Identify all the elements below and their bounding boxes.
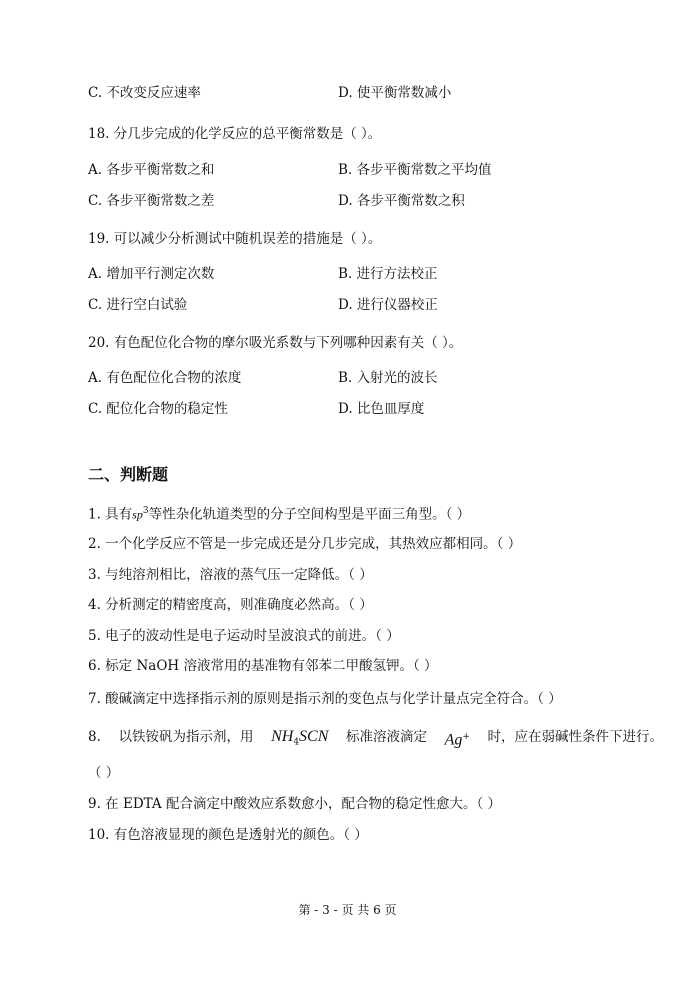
option-b: B. 进行方法校正 xyxy=(338,266,438,282)
subscript: 4 xyxy=(293,737,300,748)
option-c: C. 进行空白试验 xyxy=(88,297,188,313)
q8-text-a: 以铁铵矾为指示剂，用 xyxy=(118,729,254,745)
tf-question-1-suffix: 等性杂化轨道类型的分子空间构型是平面三角型。（ ） xyxy=(148,506,471,523)
q8-text-b: 标准溶液滴定 xyxy=(345,729,427,745)
tf-question-9: 9. 在 EDTA 配合滴定中酸效应系数愈小，配合物的稳定性愈大。（ ） xyxy=(88,796,501,812)
formula-ag-symbol: Ag xyxy=(444,731,463,749)
question-19-stem: 19. 可以减少分析测试中随机误差的措施是（ ）。 xyxy=(88,231,382,247)
question-18-stem: 18. 分几步完成的化学反应的总平衡常数是（ ）。 xyxy=(88,126,382,142)
option-a: A. 有色配位化合物的浓度 xyxy=(88,370,242,386)
section-title: 二、判断题 xyxy=(88,465,169,484)
option-d: D. 比色皿厚度 xyxy=(338,401,425,417)
page-footer: 第 - 3 - 页 共 6 页 xyxy=(298,903,397,917)
formula-nh4scn xyxy=(271,728,328,752)
tf-question-4: 4. 分析测定的精密度高，则准确度必然高。（ ） xyxy=(88,597,373,613)
option-b: B. 各步平衡常数之平均值 xyxy=(338,162,492,178)
sp-symbol: sp xyxy=(132,507,143,522)
tf-question-10: 10. 有色溶液显现的颜色是透射光的颜色。（ ） xyxy=(88,827,368,843)
tf-question-1-prefix: 1. 具有 xyxy=(88,506,133,523)
option-c: C. 配位化合物的稳定性 xyxy=(88,401,228,417)
formula-scn: SCN xyxy=(299,728,329,745)
formula-ag xyxy=(445,728,470,752)
option-b: B. 入射光的波长 xyxy=(338,370,438,386)
tf-question-8-paren: （ ） xyxy=(88,765,120,781)
tf-question-3: 3. 与纯溶剂相比，溶液的蒸气压一定降低。（ ） xyxy=(88,567,373,583)
option-d: D. 各步平衡常数之积 xyxy=(338,193,465,209)
superscript: 3 xyxy=(142,506,149,516)
tf-question-6: 6. 标定 NaOH 溶液常用的基准物有邻苯二甲酸氢钾。（ ） xyxy=(88,658,438,674)
option-a: A. 各步平衡常数之和 xyxy=(88,162,215,178)
tf-question-5: 5. 电子的波动性是电子运动时呈波浪式的前进。（ ） xyxy=(88,628,400,644)
superscript: + xyxy=(462,732,470,742)
option-d: D. 进行仪器校正 xyxy=(338,297,438,313)
q8-number: 8. xyxy=(88,729,101,745)
tf-question-8 xyxy=(88,728,663,752)
option-a: A. 增加平行测定次数 xyxy=(88,266,215,282)
question-20-stem: 20. 有色配位化合物的摩尔吸光系数与下列哪种因素有关（ ）。 xyxy=(88,335,463,351)
tf-question-2: 2. 一个化学反应不管是一步完成还是分几步完成，其热效应都相同。（ ） xyxy=(88,536,522,552)
option-d: D. 使平衡常数减小 xyxy=(338,85,452,101)
option-c: C. 不改变反应速率 xyxy=(88,85,201,101)
formula-nh: NH xyxy=(271,728,294,745)
q8-text-c: 时，应在弱碱性条件下进行。 xyxy=(487,729,663,745)
option-c: C. 各步平衡常数之差 xyxy=(88,193,215,209)
tf-question-1 xyxy=(88,502,470,524)
tf-question-7: 7. 酸碱滴定中选择指示剂的原则是指示剂的变色点与化学计量点完全符合。（ ） xyxy=(88,691,562,707)
